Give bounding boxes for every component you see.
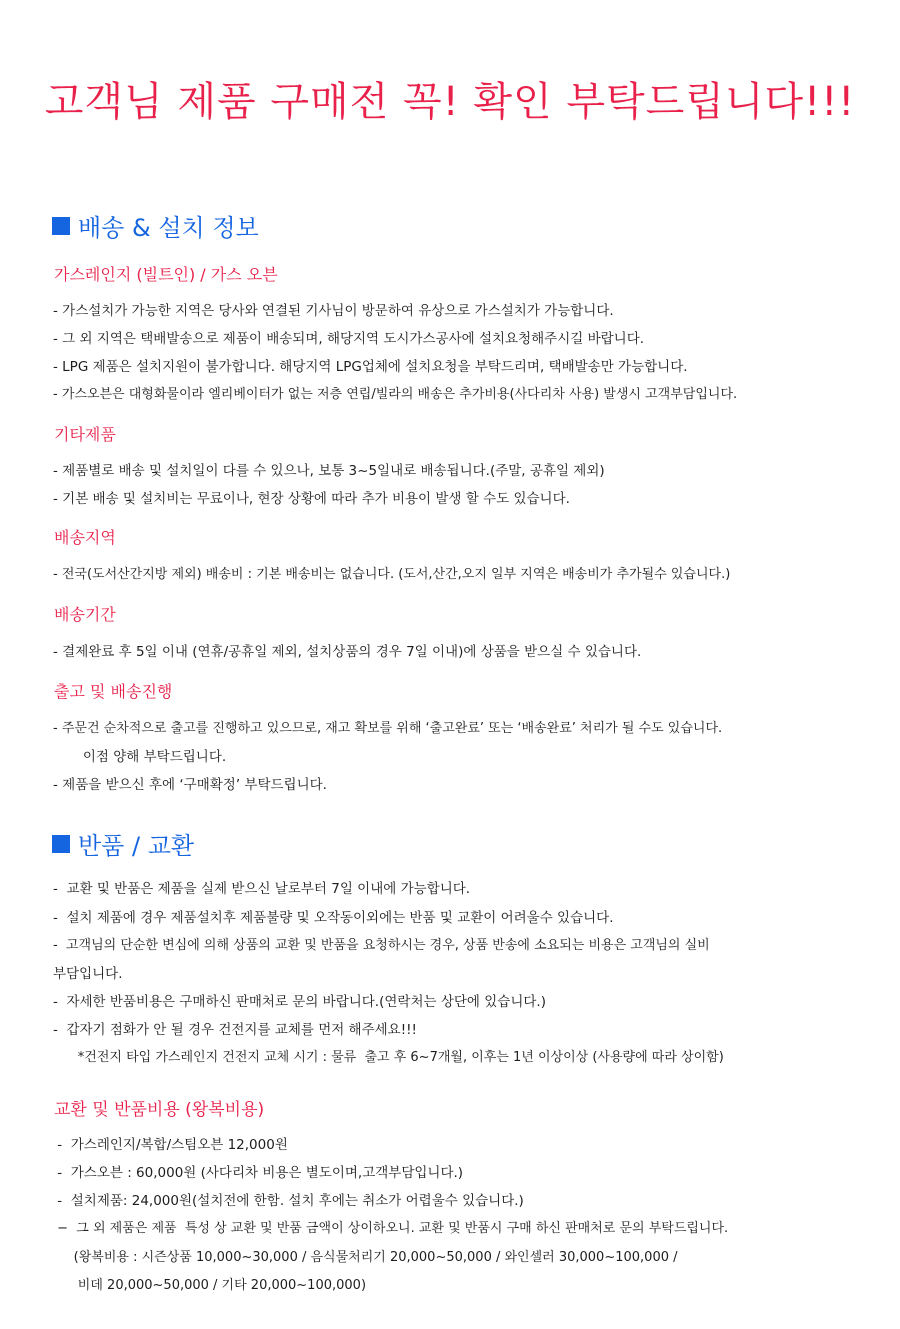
blue-square-icon [52, 835, 70, 853]
returns-line-4: 부담입니다. [53, 966, 123, 982]
returns-line-1: - 교환 및 반품은 제품을 실제 받으신 날로부터 7일 이내에 가능합니다. [53, 881, 471, 897]
cost-line-6: 비데 20,000~50,000 / 기타 20,000~100,000) [53, 1278, 367, 1293]
section-heading-shipping [52, 208, 259, 243]
etc-line-2: - 기본 배송 및 설치비는 무료이나, 현장 상황에 따라 추가 비용이 발생 할 수도 있습니다. [53, 491, 570, 507]
region-line-1: - 전국(도서산간지방 제외) 배송비 : 기본 배송비는 없습니다. (도서,산간,오지 일부 지역은 배송비가 추가될수 있습니다.) [53, 567, 731, 582]
etc-line-1: - 제품별로 배송 및 설치일이 다를 수 있으나, 보통 3~5일내로 배송됩니다.(주말, 공휴일 제외) [53, 463, 605, 479]
subheading-region: 배송지역 [54, 528, 116, 547]
gas-line-3: - LPG 제품은 설치지원이 불가합니다. 해당지역 LPG업체에 설치요청을 부탁드리며, 택배발송만 가능합니다. [53, 359, 688, 375]
section-heading-text: 배송 & 설치 정보 [78, 214, 259, 242]
blue-square-icon [52, 217, 70, 235]
subheading-period: 배송기간 [54, 605, 116, 624]
cost-line-4: − 그 외 제품은 제품 특성 상 교환 및 반품 금액이 상이하오니. 교환 및 반품시 구매 하신 판매처로 문의 부탁드립니다. [53, 1221, 729, 1236]
cost-line-5: (왕복비용 : 시즌상품 10,000~30,000 / 음식물처리기 20,000~50,000 / 와인셀러 30,000~100,000 / [53, 1250, 678, 1265]
section-heading-text: 반품 / 교환 [78, 832, 195, 860]
subheading-etc: 기타제품 [54, 425, 116, 444]
subheading-gas: 가스레인지 (빌트인) / 가스 오븐 [54, 265, 278, 284]
gas-line-4: - 가스오븐은 대형화물이라 엘리베이터가 없는 저층 연립/빌라의 배송은 추가비용(사다리차 사용) 발생시 고객부담입니다. [53, 387, 738, 402]
cost-line-2: - 가스오븐 : 60,000원 (사다리차 비용은 별도이며,고객부담입니다.) [53, 1165, 464, 1181]
gas-line-2: - 그 외 지역은 택배발송으로 제품이 배송되며, 해당지역 도시가스공사에 설치요청해주시길 바랍니다. [53, 331, 645, 347]
subheading-cost: 교환 및 반품비용 (왕복비용) [54, 1100, 265, 1120]
page-title: 고객님 제품 구매전 꼭! 확인 부탁드립니다!!! [44, 79, 856, 125]
progress-line-1: - 주문건 순차적으로 출고를 진행하고 있으므로, 재고 확보를 위해 ‘출고완료’ 또는 ‘배송완료’ 처리가 될 수도 있습니다. [53, 721, 723, 736]
progress-line-2: 이점 양해 부탁드립니다. [70, 749, 227, 765]
cost-line-3: - 설치제품: 24,000원(설치전에 한함. 설치 후에는 취소가 어렵울수 있습니다.) [53, 1193, 524, 1209]
returns-line-2: - 설치 제품에 경우 제품설치후 제품불량 및 오작동이외에는 반품 및 교환이 어려울수 있습니다. [53, 910, 614, 926]
subheading-progress: 출고 및 배송진행 [54, 682, 173, 701]
period-line-1: - 결제완료 후 5일 이내 (연휴/공휴일 제외, 설치상품의 경우 7일 이내)에 상품을 받으실 수 있습니다. [53, 644, 642, 660]
returns-line-3: - 고객님의 단순한 변심에 의해 상품의 교환 및 반품을 요청하시는 경우, 상품 반송에 소요되는 비용은 고객님의 실비 [53, 938, 710, 953]
returns-line-7: *건전지 타입 가스레인지 건전지 교체 시기 : 물류 출고 후 6~7개월, 이후는 1년 이상이상 (사용량에 따라 상이함) [53, 1050, 724, 1065]
section-heading-returns [52, 826, 194, 861]
returns-line-6: - 갑자기 점화가 안 될 경우 건전지를 교체를 먼저 해주세요!!! [53, 1022, 417, 1038]
gas-line-1: - 가스설치가 가능한 지역은 당사와 연결된 기사님이 방문하여 유상으로 가스설치가 가능합니다. [53, 303, 614, 319]
cost-line-1: - 가스레인지/복합/스팀오븐 12,000원 [53, 1137, 288, 1153]
progress-line-3: - 제품을 받으신 후에 ‘구매확정’ 부탁드립니다. [53, 777, 327, 793]
returns-line-5: - 자세한 반품비용은 구매하신 판매처로 문의 바랍니다.(연락처는 상단에 있습니다.) [53, 994, 546, 1010]
